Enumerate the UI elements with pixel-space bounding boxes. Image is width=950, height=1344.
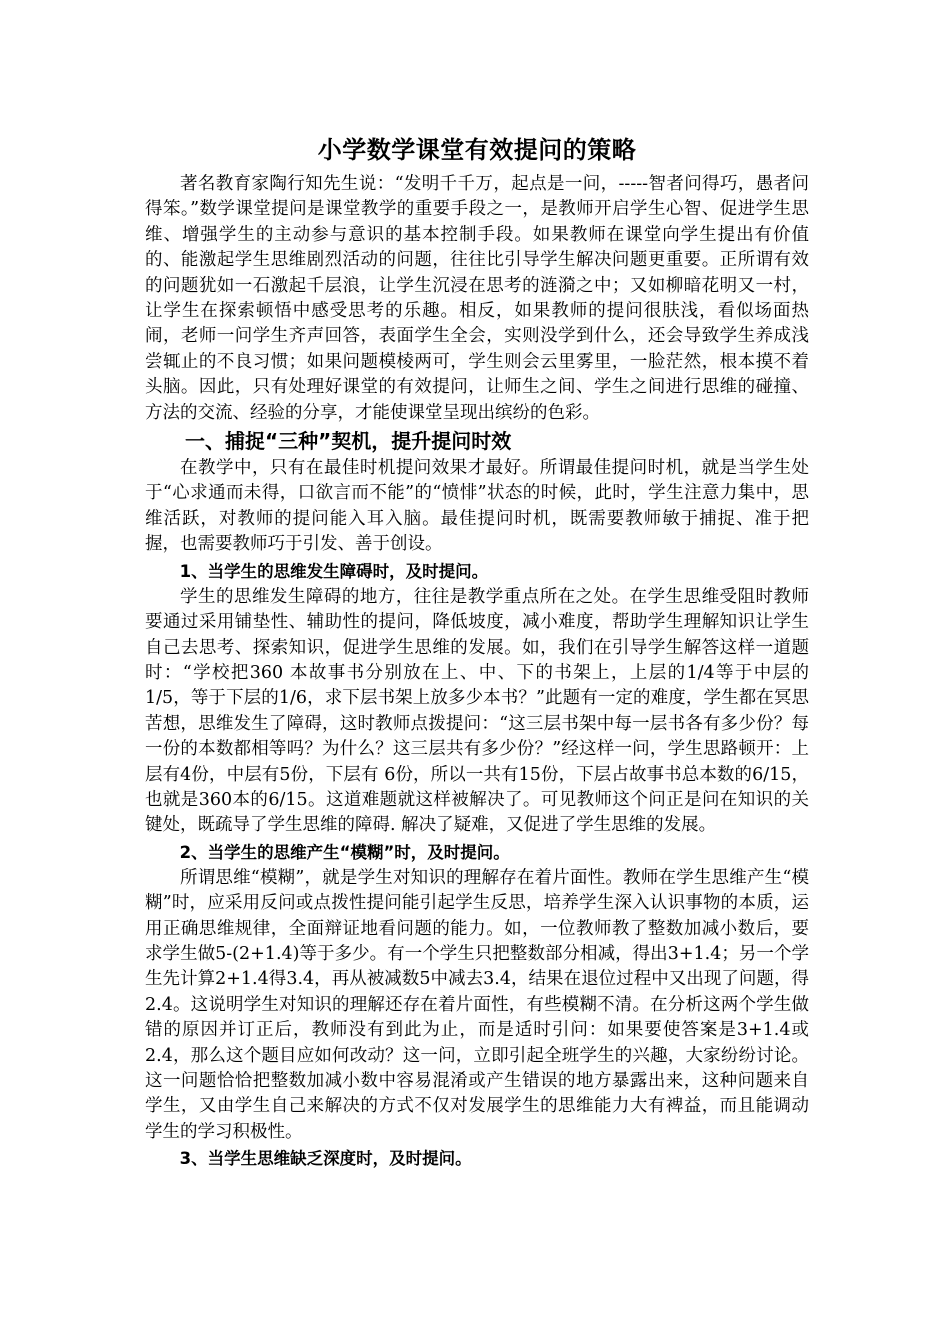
section-1-paragraph: 在教学中，只有在最佳时机提问效果才最好。所谓最佳提问时机，就是当学生处于“心求通而未得，口欲言而不能”的“愤悱”状态的时候，此时，学生注意力集中，思维活跃，对教师的提问能入耳入脑。最佳提问时机，既需要教师敏于捕捉、准于把握，也需要教师巧于引发、善于创设。 (145, 458, 809, 555)
subsection-1-heading: 1、当学生的思维发生障碍时，及时提问。 (179, 561, 489, 581)
subsection-2-paragraph: 所谓思维“模糊”，就是学生对知识的理解存在着片面性。教师在学生思维产生“模糊”时，应采用反问或点拨性提问能引起学生反思，培养学生深入认识事物的本质，运用正确思维规律，全面辩证地看问题的能力。如，一位教师教了整数加减小数后，要求学生做5-(2+1.4)等于多少。有一个学生只把整数部分相减，得出3+1.4；另一个学生先计算2+1.4得3.4，再从被减数5中减去3.4，结果在退位过程中又出现了问题，得2.4。这说明学生对知识的理解还存在着片面性，有些模糊不清。在分析这两个学生做错的原因并订正后，教师没有到此为止，而是适时引问：如果要使答案是3+1.4或2.4，那么这个题目应如何改动？这一问，立即引起全班学生的兴趣，大家纷纷讨论。这一问题恰恰把整数加减小数中容易混淆或产生错误的地方暴露出来，这种问题来自学生，又由学生自己来解决的方式不仅对发展学生的思维能力大有裨益，而且能调动学生的学习积极性。 (145, 867, 809, 1142)
subsection-1-paragraph: 学生的思维发生障碍的地方，往往是教学重点所在之处。在学生思维受阻时教师要通过采用铺垫性、辅助性的提问，降低坡度，减小难度，帮助学生理解知识让学生自己去思考、探索知识，促进学生思维的发展。如，我们在引导学生解答这样一道题时：“学校把360 本故事书分别放在上、中、下的书架上，上层的1/4等于中层的1/5，等于下层的1/6，求下层书架上放多少本书？”此题有一定的难度，学生都在冥思苦想，思维发生了障碍，这时教师点拨提问：“这三层书架中每一层书各有多少份？每一份的本数都相等吗？为什么？这三层共有多少份？”经这样一问，学生思路顿开：上层有4份，中层有5份，下层有 6份，所以一共有15份，下层占故事书总本数的6/15，也就是360本的6/15。这道难题就这样被解决了。可见教师这个问正是问在知识的关键处，既疏导了学生思维的障碍. 解决了疑难，又促进了学生思维的发展。 (145, 586, 809, 836)
document-body (145, 172, 809, 1172)
subsection-2-heading: 2、当学生的思维产生“模糊”时，及时提问。 (179, 842, 510, 862)
section-1-heading: 一、捕捉“三种”契机，提升提问时效 (185, 429, 512, 454)
intro-paragraph: 著名教育家陶行知先生说：“发明千千万，起点是一问，-----智者问得巧，愚者问得笨。”数学课堂提问是课堂教学的重要手段之一，是教师开启学生心智、促进学生思维、增强学生的主动参与意识的基本控制手段。如果教师在课堂向学生提出有价值的、能激起学生思维剧烈活动的问题，往往比引导学生解决问题更重要。正所谓有效的问题犹如一石激起千层浪，让学生沉浸在思考的涟漪之中；又如柳暗花明又一村，让学生在探索顿悟中感受思考的乐趣。相反，如果教师的提问很肤浅，看似场面热闹，老师一问学生齐声回答，表面学生全会，实则没学到什么，还会导致学生养成浅尝辄止的不良习惯；如果问题模棱两可，学生则会云里雾里，一脸茫然，根本摸不着头脑。因此，只有处理好课堂的有效提问，让师生之间、学生之间进行思维的碰撞、方法的交流、经验的分享，才能使课堂呈现出缤纷的色彩。 (145, 174, 809, 423)
subsection-3-heading: 3、当学生思维缺乏深度时，及时提问。 (179, 1149, 472, 1169)
document-title: 小学数学课堂有效提问的策略 (317, 136, 637, 164)
